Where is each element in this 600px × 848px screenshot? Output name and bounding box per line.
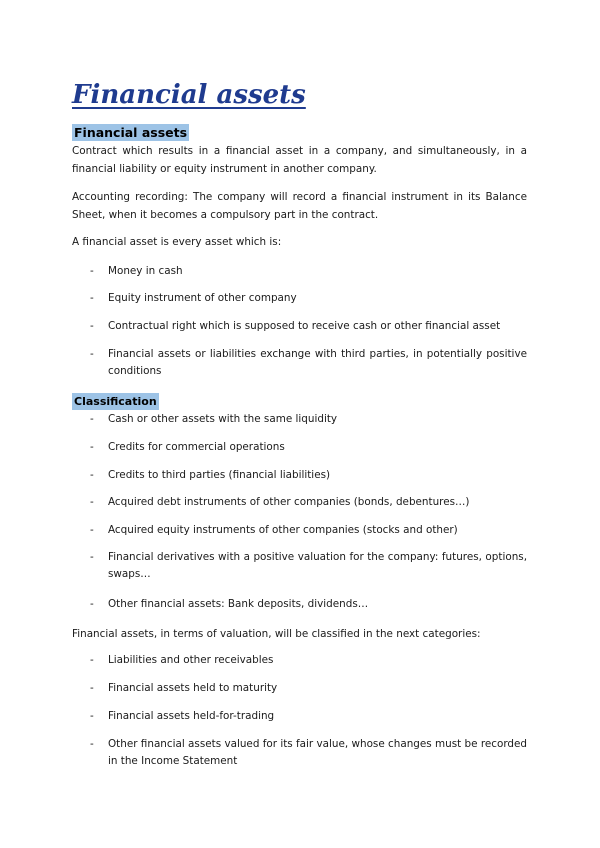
list-item [90, 290, 527, 307]
bullet-dash: - [90, 292, 94, 304]
bullet-dash: - [90, 413, 94, 425]
list-item [90, 708, 527, 725]
bullet-dash: - [90, 551, 94, 563]
section-heading-classification: Classification [74, 395, 157, 408]
bullet-dash: - [90, 441, 94, 453]
list-item-text: Financial assets held to maturity [108, 682, 278, 694]
bullet-dash: - [90, 710, 94, 722]
bullet-dash: - [90, 682, 94, 694]
list-item-text: Money in cash [108, 265, 183, 277]
list-item [90, 411, 527, 428]
valuation-intro-paragraph: Financial assets, in terms of valuation, will be classified in the next categories: [72, 628, 481, 640]
bullet-dash: - [90, 738, 94, 750]
bullet-dash: - [90, 469, 94, 481]
list-item-text: Financial assets held-for-trading [108, 710, 275, 722]
list-item [90, 494, 527, 511]
list-item-text: Liabilities and other receivables [108, 654, 274, 666]
list-item [90, 346, 527, 380]
list-item-text: Financial assets or liabilities exchange with third parties, in potentially positive conditions [108, 348, 527, 377]
list-item-text: Other financial assets valued for its fair value, whose changes must be recorded in the Income Statement [108, 738, 527, 767]
list-item-text: Contractual right which is supposed to receive cash or other financial asset [108, 320, 501, 332]
list-item-text: Acquired equity instruments of other companies (stocks and other) [108, 524, 458, 536]
definition-paragraph: Contract which results in a financial asset in a company, and simultaneously, in a financial liability or equity instrument in another company. [72, 145, 527, 175]
bullet-dash: - [90, 654, 94, 666]
list-item [90, 522, 527, 539]
list-item [90, 467, 527, 484]
accounting-paragraph: Accounting recording: The company will record a financial instrument in its Balance Sheet, when it becomes a compulsory part in the contract. [72, 191, 527, 221]
list-item-text: Credits to third parties (financial liabilities) [108, 469, 331, 481]
bullet-dash: - [90, 598, 94, 610]
list-item-text: Equity instrument of other company [108, 292, 297, 304]
section-heading-financial-assets: Financial assets [74, 125, 188, 140]
bullet-dash: - [90, 348, 94, 360]
list-item-text: Financial derivatives with a positive valuation for the company: futures, options, swaps… [108, 551, 527, 580]
bullet-dash: - [90, 265, 94, 277]
list-item-text: Acquired debt instruments of other companies (bonds, debentures…) [108, 496, 470, 508]
bullet-dash: - [90, 496, 94, 508]
list-item-text: Other financial assets: Bank deposits, dividends… [108, 598, 369, 610]
asset-intro-paragraph: A financial asset is every asset which is: [72, 236, 282, 248]
list-item [90, 263, 527, 280]
list-item [90, 596, 527, 613]
bullet-dash: - [90, 524, 94, 536]
bullet-dash: - [90, 320, 94, 332]
list-item-text: Credits for commercial operations [108, 441, 285, 453]
list-item [90, 680, 527, 697]
list-item [90, 736, 527, 770]
list-item [90, 652, 527, 669]
page-title: Financial assets [72, 80, 306, 110]
list-item [90, 318, 527, 335]
list-item [90, 439, 527, 456]
list-item-text: Cash or other assets with the same liquidity [108, 413, 338, 425]
list-item [90, 549, 527, 583]
